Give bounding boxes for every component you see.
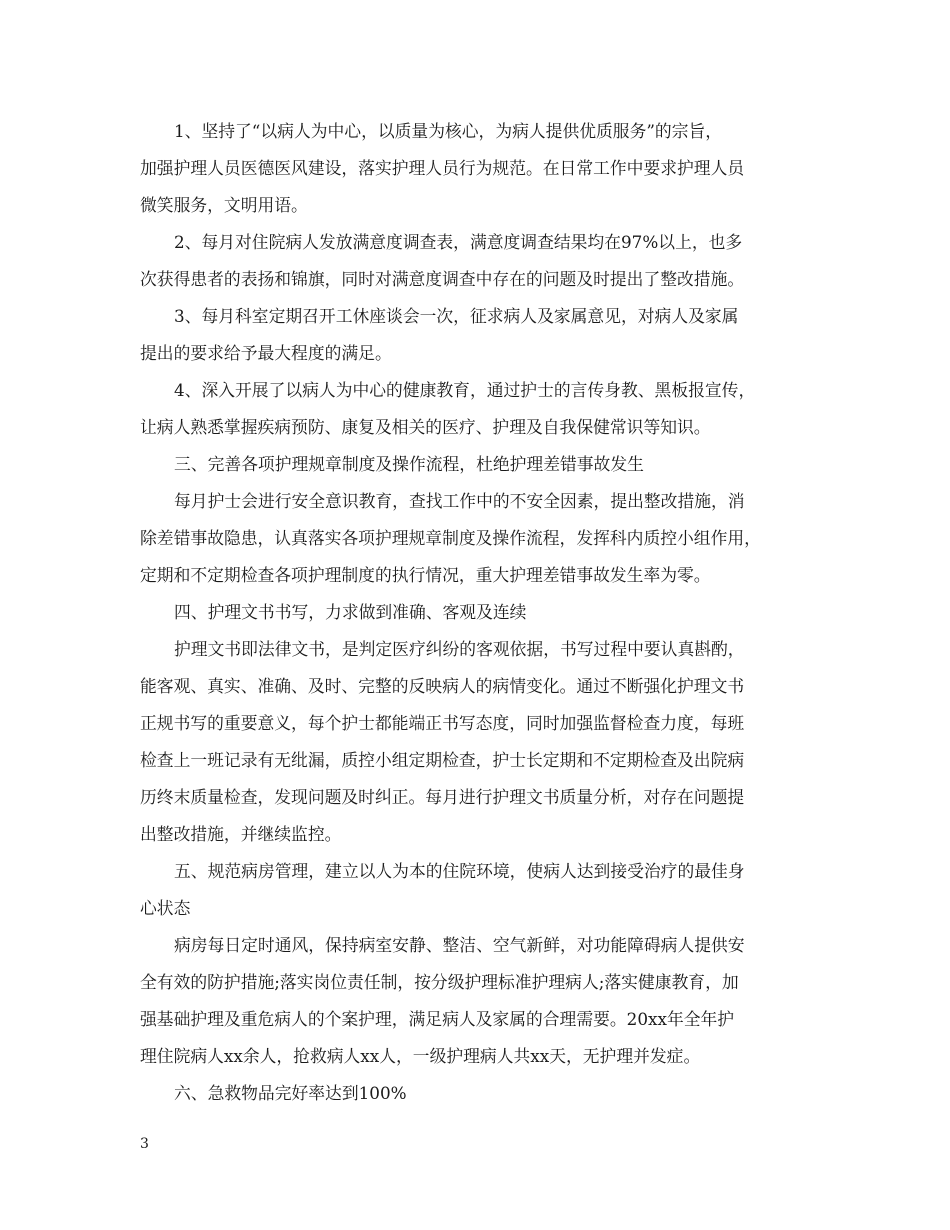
paragraph-line: 加强护理人员医德医风建设，落实护理人员行为规范。在日常工作中要求护理人员: [140, 158, 745, 178]
paragraph-line: 除差错事故隐患，认真落实各项护理规章制度及操作流程，发挥科内质控小组作用，: [140, 528, 761, 548]
paragraph-line: 3、每月科室定期召开工休座谈会一次，征求病人及家属意见，对病人及家属: [174, 306, 739, 326]
body-text: [140, 113, 820, 1112]
section-heading: 五、规范病房管理，建立以人为本的住院环境，使病人达到接受治疗的最佳身: [174, 861, 745, 881]
paragraph-line: 出整改措施，并继续监控。: [140, 824, 342, 844]
paragraph-line: 定期和不定期检查各项护理制度的执行情况，重大护理差错事故发生率为零。: [140, 565, 711, 585]
paragraph-line: 提出的要求给予最大程度的满足。: [140, 343, 392, 363]
paragraph-line: 全有效的防护措施;落实岗位责任制，按分级护理标准护理病人;落实健康教育，加: [140, 972, 739, 992]
paragraph-line: 病房每日定时通风，保持病室安静、整洁、空气新鲜，对功能障碍病人提供安: [174, 935, 745, 955]
paragraph-line: 正规书写的重要意义，每个护士都能端正书写态度，同时加强监督检查力度，每班: [140, 713, 745, 733]
section-heading: 心状态: [140, 898, 191, 918]
paragraph-line: 微笑服务，文明用语。: [140, 195, 308, 215]
section-heading: 六、急救物品完好率达到100%: [174, 1083, 407, 1103]
paragraph-line: 4、深入开展了以病人为中心的健康教育，通过护士的言传身教、黑板报宣传，: [174, 380, 756, 400]
paragraph-line: 2、每月对住院病人发放满意度调查表，满意度调查结果均在97%以上，也多: [174, 232, 743, 252]
page-number: 3: [140, 1136, 149, 1152]
paragraph-line: 每月护士会进行安全意识教育，查找工作中的不安全因素，提出整改措施，消: [174, 491, 745, 511]
paragraph-line: 历终末质量检查，发现问题及时纠正。每月进行护理文书质量分析，对存在问题提: [140, 787, 745, 807]
section-heading: 三、完善各项护理规章制度及操作流程，杜绝护理差错事故发生: [174, 454, 644, 474]
paragraph-line: 检查上一班记录有无纰漏，质控小组定期检查，护士长定期和不定期检查及出院病: [140, 750, 745, 770]
paragraph-line: 能客观、真实、准确、及时、完整的反映病人的病情变化。通过不断强化护理文书: [140, 676, 745, 696]
paragraph-line: 护理文书即法律文书，是判定医疗纠纷的客观依据，书写过程中要认真斟酌，: [174, 639, 745, 659]
paragraph-line: 次获得患者的表扬和锦旗，同时对满意度调查中存在的问题及时提出了整改措施。: [140, 269, 745, 289]
paragraph-line: 理住院病人xx余人，抢救病人xx人，一级护理病人共xx天，无护理并发症。: [140, 1046, 701, 1066]
paragraph-line: 1、坚持了“以病人为中心，以质量为核心，为病人提供优质服务”的宗旨，: [174, 121, 723, 141]
paragraph-line: 让病人熟悉掌握疾病预防、康复及相关的医疗、护理及自我保健常识等知识。: [140, 417, 711, 437]
paragraph-line: 强基础护理及重危病人的个案护理，满足病人及家属的合理需要。20xx年全年护: [140, 1009, 735, 1029]
section-heading: 四、护理文书书写，力求做到准确、客观及连续: [174, 602, 527, 622]
